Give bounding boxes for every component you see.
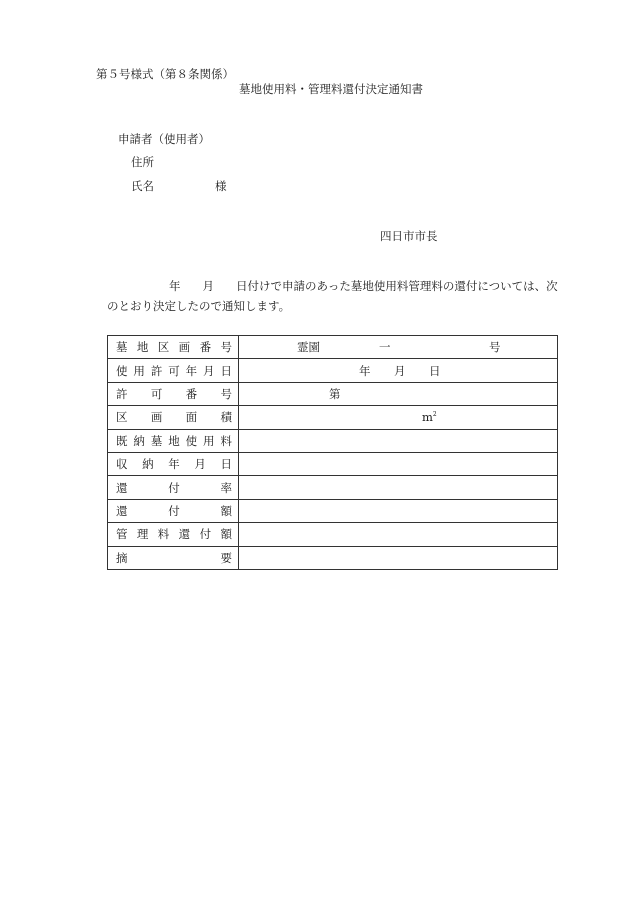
row-label-char: 墓: [116, 340, 128, 355]
table-row: [108, 546, 558, 569]
row-label-char: 要: [220, 550, 232, 565]
row-label-char: 使: [116, 363, 128, 378]
table-row: [108, 476, 558, 499]
table-row: [108, 382, 558, 405]
row-label-char: 納: [133, 433, 145, 448]
refund-details-table: [107, 335, 558, 570]
row-label-char: 用: [203, 433, 215, 448]
row-label: [108, 499, 239, 522]
row-label-char: 還: [116, 480, 128, 495]
address-label: 住所: [131, 155, 154, 169]
row-label-char: 年: [185, 363, 198, 378]
row-label-char: 日: [220, 363, 232, 378]
row-value-part: 号: [489, 340, 501, 355]
row-label-char: 額: [220, 503, 232, 518]
row-label-char: 面: [185, 410, 198, 425]
row-value: [239, 476, 558, 499]
row-label-char: 日: [220, 457, 232, 472]
row-label: [108, 546, 239, 569]
row-label-char: 額: [220, 527, 232, 542]
row-value: [239, 429, 558, 452]
row-label-char: 納: [142, 457, 154, 472]
row-value: [239, 523, 558, 546]
row-label-char: 付: [168, 503, 180, 518]
row-label-char: 率: [220, 480, 232, 495]
row-label-char: 理: [136, 527, 149, 542]
notice-body: [107, 276, 573, 316]
row-value-part: 一: [379, 340, 391, 355]
row-label-char: 還: [116, 503, 128, 518]
row-label-chars: [108, 386, 238, 402]
unit-superscript: 2: [432, 411, 437, 419]
form-number: 第５号様式（第８条関係）: [96, 67, 234, 81]
row-value: [239, 336, 558, 359]
table-row: [108, 359, 558, 382]
row-label: [108, 359, 239, 382]
row-label-chars: [108, 456, 238, 472]
body-year: 年: [169, 279, 181, 293]
row-label: [108, 452, 239, 475]
row-label: [108, 476, 239, 499]
row-label-char: 既: [116, 433, 128, 448]
row-value-part: 日: [429, 363, 441, 378]
row-value-part: 霊園: [297, 340, 320, 355]
row-label-char: 月: [203, 363, 215, 378]
row-label: [108, 382, 239, 405]
applicant-label: 申請者（使用者）: [118, 132, 210, 146]
row-label-char: 月: [194, 457, 206, 472]
table-row: [108, 499, 558, 522]
row-label-char: 付: [168, 480, 180, 495]
row-label-char: 摘: [116, 550, 128, 565]
body-day-text: 日付けで申請のあった墓地使用料管理料の還付については、次: [236, 279, 558, 293]
row-label-chars: [108, 339, 238, 355]
row-label-chars: [108, 503, 238, 519]
row-value-part: 月: [394, 363, 406, 378]
row-label-chars: [108, 526, 238, 542]
row-label-char: 許: [150, 363, 163, 378]
row-label-char: 墓: [150, 433, 163, 448]
row-label-char: 区: [116, 410, 128, 425]
row-label-char: 番: [185, 386, 198, 401]
row-label-chars: [108, 409, 238, 425]
row-value: [239, 382, 558, 405]
table-row: [108, 336, 558, 359]
row-label: [108, 523, 239, 546]
issuer-name: 四日市市長: [380, 229, 438, 243]
row-value-part: $m^2$: [422, 410, 437, 425]
row-label-char: 料: [220, 433, 232, 448]
table-row: [108, 523, 558, 546]
row-label-char: 番: [199, 340, 212, 355]
honorific: 様: [215, 179, 227, 193]
row-label-char: 可: [168, 363, 180, 378]
table-row: [108, 406, 558, 429]
row-label: [108, 406, 239, 429]
row-label-char: 地: [168, 433, 180, 448]
row-label: [108, 429, 239, 452]
row-label: [108, 336, 239, 359]
row-label-chars: [108, 480, 238, 496]
row-label-char: 地: [136, 340, 149, 355]
notice-body-line-2: のとおり決定したので通知します。: [107, 299, 291, 313]
row-label-char: 号: [220, 340, 232, 355]
row-label-char: 用: [133, 363, 145, 378]
row-label-char: 使: [185, 433, 198, 448]
row-label-chars: [108, 363, 238, 379]
table-row: [108, 429, 558, 452]
row-label-char: 料: [157, 527, 170, 542]
name-label: 氏名: [131, 179, 154, 193]
row-label-char: 画: [178, 340, 191, 355]
row-value: [239, 452, 558, 475]
row-value: [239, 546, 558, 569]
row-label-char: 年: [168, 457, 180, 472]
row-label-char: 積: [220, 410, 232, 425]
row-value: [239, 499, 558, 522]
body-month: 月: [202, 279, 214, 293]
row-label-char: 許: [116, 386, 128, 401]
row-label-char: 管: [116, 527, 128, 542]
row-value-part: 年: [359, 363, 371, 378]
row-label-char: 可: [150, 386, 163, 401]
row-label-char: 号: [220, 386, 232, 401]
row-label-char: 収: [116, 457, 128, 472]
row-value: [239, 406, 558, 429]
row-label-chars: [108, 550, 238, 566]
row-label-char: 還: [178, 527, 191, 542]
row-label-char: 画: [150, 410, 163, 425]
row-value: [239, 359, 558, 382]
table-row: [108, 452, 558, 475]
document-title: 墓地使用料・管理料還付決定通知書: [239, 82, 423, 96]
row-value-part: 第: [329, 386, 341, 401]
row-label-char: 付: [199, 527, 212, 542]
notice-body-line-1: [107, 276, 573, 296]
row-label-char: 区: [157, 340, 170, 355]
row-label-chars: [108, 433, 238, 449]
